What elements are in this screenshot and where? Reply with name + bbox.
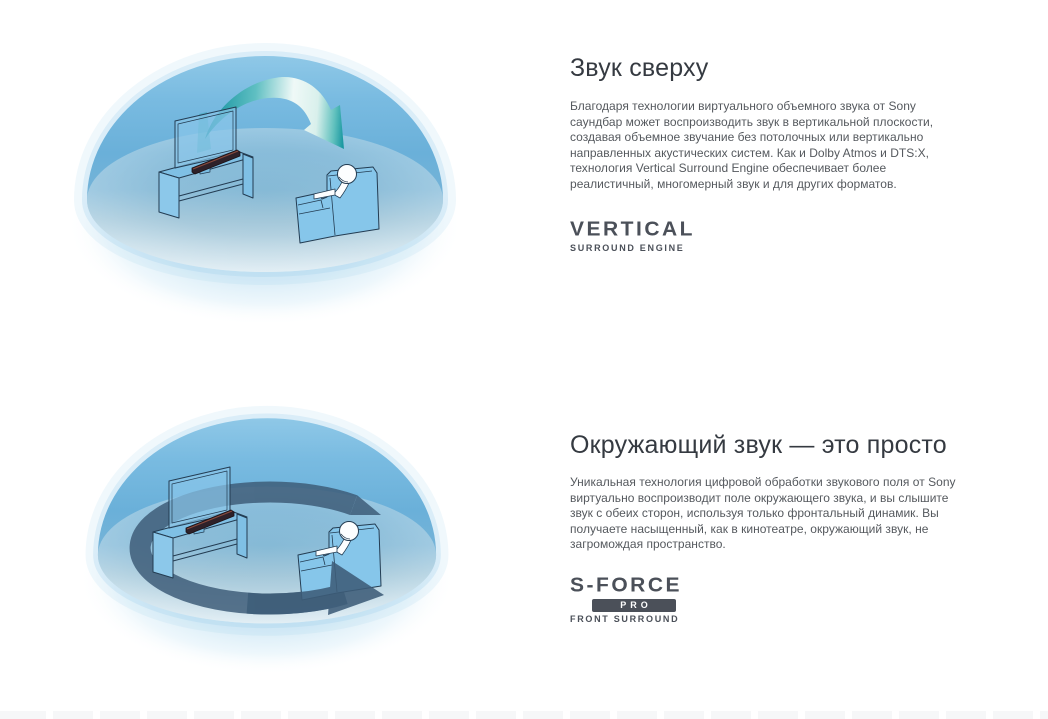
surround-sound-illustration xyxy=(30,405,530,705)
logo-wordmark: VERTICAL xyxy=(570,218,695,241)
vertical-surround-engine-logo xyxy=(570,219,695,253)
thumbnail-strip-peek xyxy=(0,711,1048,719)
page-title: Окружающий звук — это просто xyxy=(570,431,947,459)
section-body-text: Уникальная технология цифровой обработки звукового поля от Sony виртуально воспроизводит поле окружающего звука, и вы слышите звук с обеих сторон, используя только фронтальный динамик. Вы получаете насыщенный, как в кинотеатре, окружающий звук, не загромождая пространство. xyxy=(570,475,956,552)
overhead-sound-illustration xyxy=(50,22,495,322)
logo-subtitle: SURROUND ENGINE xyxy=(570,243,685,253)
page-title: Звук сверху xyxy=(570,54,709,82)
section-body-text: Благодаря технологии виртуального объемного звука от Sony саундбар может воспроизводить звук в вертикальной плоскости, создавая объемное звучание без потолочных или вертикально направленных акустических систем. Как и Dolby Atmos и DTS:X, технология Vertical Surround Engine обеспечивает более реалистичный, многомерный звук и для других форматов. xyxy=(570,99,934,191)
pro-badge: PRO xyxy=(592,599,676,612)
logo-subtitle: FRONT SURROUND xyxy=(570,614,680,624)
logo-wordmark: S-FORCE xyxy=(570,574,682,597)
s-force-pro-front-surround-logo xyxy=(570,575,682,624)
